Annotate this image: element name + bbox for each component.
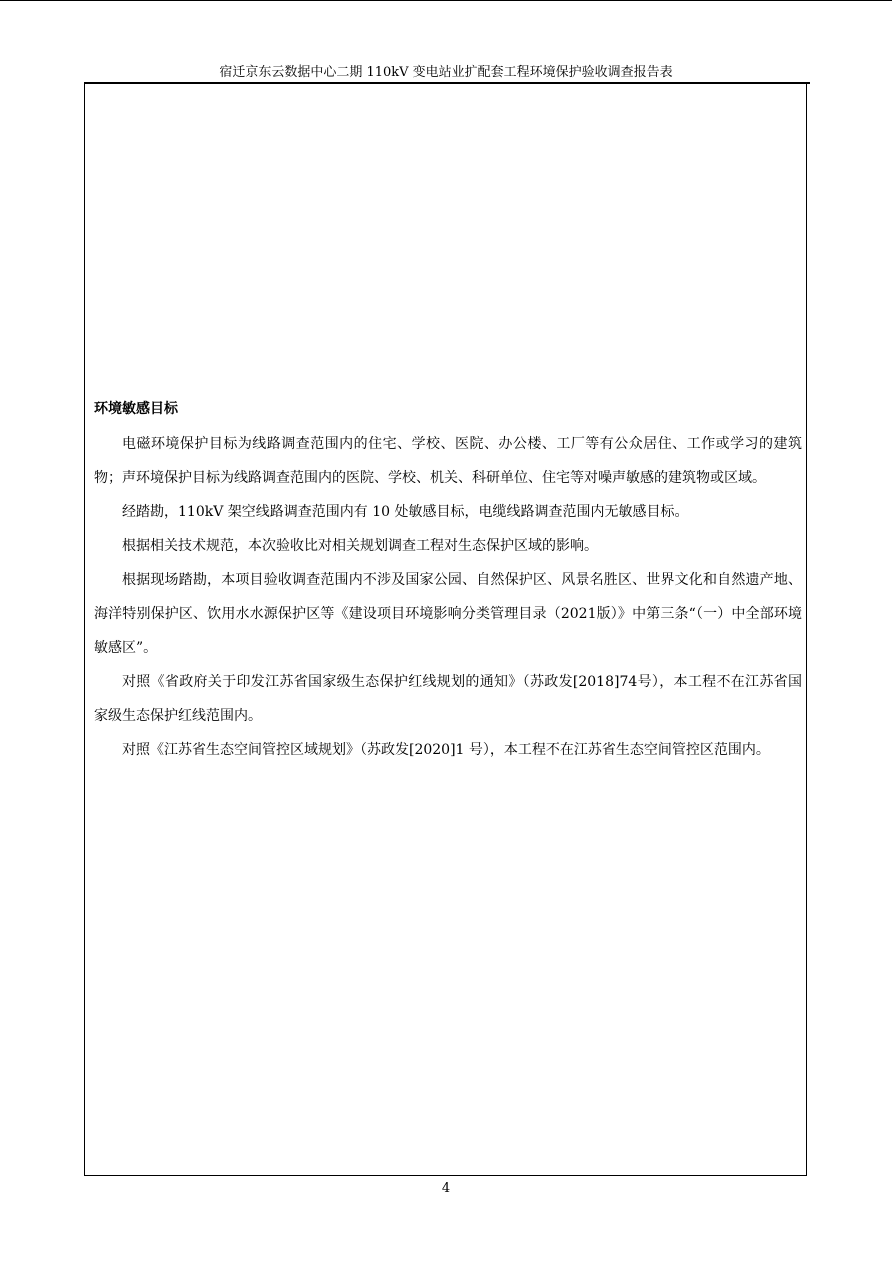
page-number: 4 <box>441 1181 451 1196</box>
top-border <box>0 0 892 1</box>
paragraph: 对照《江苏省生态空间管控区域规划》（苏政发[2020]1 号），本工程不在江苏省生态空间管控区范围内。 <box>122 742 770 758</box>
page-header: 宿迁京东云数据中心二期 110kV 变电站业扩配套工程环境保护验收调查报告表 <box>219 65 673 80</box>
paragraph: 对照《省政府关于印发江苏省国家级生态保护红线规划的通知》（苏政发[2018]74号），本工程不在江苏省国家级生态保护红线范围内。 <box>94 674 802 724</box>
paragraph: 经踏勘，110kV 架空线路调查范围内有 10 处敏感目标，电缆线路调查范围内无敏感目标。 <box>122 504 689 520</box>
paragraph: 电磁环境保护目标为线路调查范围内的住宅、学校、医院、办公楼、工厂等有公众居住、工作或学习的建筑物；声环境保护目标为线路调查范围内的医院、学校、机关、科研单位、住宅等对噪声敏感的建筑物或区域。 <box>94 436 802 486</box>
paragraph: 根据现场踏勘，本项目验收调查范围内不涉及国家公园、自然保护区、风景名胜区、世界文化和自然遗产地、海洋特别保护区、饮用水水源保护区等《建设项目环境影响分类管理目录（2021版）》中第三条“（一）中全部环境敏感区”。 <box>94 572 802 656</box>
section-content <box>94 397 802 767</box>
paragraph: 根据相关技术规范，本次验收比对相关规划调查工程对生态保护区域的影响。 <box>122 538 598 554</box>
section-heading: 环境敏感目标 <box>94 401 178 417</box>
